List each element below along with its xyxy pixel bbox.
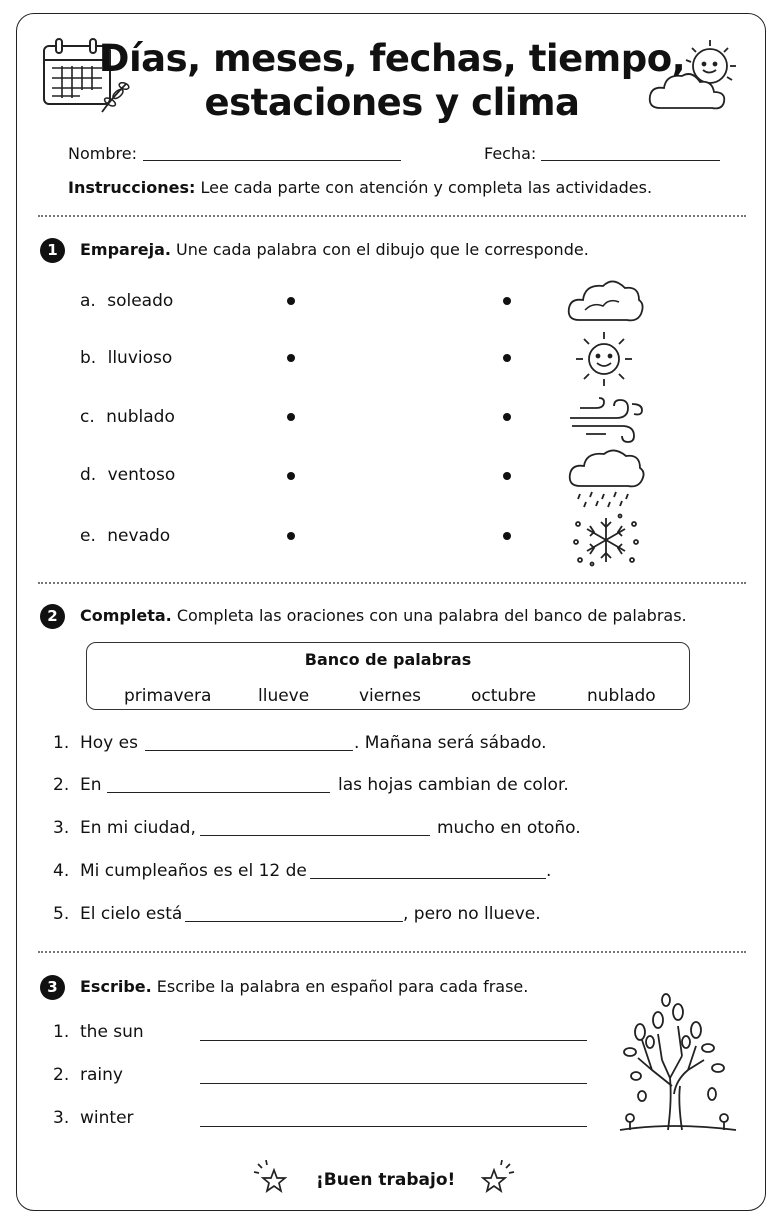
- section-1-header: [80, 240, 589, 259]
- word-bank-word: octubre: [471, 686, 537, 706]
- section-2-header: [80, 606, 687, 625]
- match-dot-right[interactable]: [503, 413, 511, 421]
- word-bank-word: primavera: [124, 686, 212, 706]
- section-3-text: Escribe la palabra en español para cada frase.: [156, 977, 529, 996]
- match-letter: c.: [80, 407, 95, 427]
- sentence-after: , pero no llueve.: [403, 904, 541, 924]
- section-3-header: [80, 977, 528, 996]
- section-3-number: 3: [40, 975, 65, 1000]
- word-bank-word: viernes: [359, 686, 422, 706]
- instructions-label: Instrucciones:: [68, 178, 196, 197]
- match-letter: d.: [80, 465, 97, 485]
- match-word: soleado: [107, 291, 174, 311]
- answer-line[interactable]: [200, 1126, 587, 1127]
- rain-cloud-icon: [566, 448, 646, 508]
- match-dot-left[interactable]: [287, 532, 295, 540]
- section-1-heading: Empareja.: [80, 240, 171, 259]
- sentence-blank[interactable]: [185, 921, 403, 922]
- match-dot-left[interactable]: [287, 297, 295, 305]
- divider: [38, 215, 746, 217]
- match-word: lluvioso: [107, 348, 173, 368]
- match-item-e: [80, 526, 170, 546]
- sentence-number: 3.: [53, 818, 70, 838]
- sentence-after: . Mañana será sábado.: [354, 733, 547, 753]
- match-letter: a.: [80, 291, 96, 311]
- word-bank-title: Banco de palabras: [304, 650, 472, 669]
- section-2-number: 2: [40, 604, 65, 629]
- footer-text: ¡Buen trabajo!: [316, 1170, 456, 1190]
- sentence-before: En mi ciudad,: [80, 818, 196, 838]
- match-word: nublado: [106, 407, 175, 427]
- sentence-blank[interactable]: [145, 750, 353, 751]
- match-item-a: [80, 291, 173, 311]
- wind-icon: [566, 396, 646, 444]
- phrase-text: the sun: [80, 1022, 144, 1042]
- tree-icon: [612, 990, 744, 1136]
- match-word: ventoso: [107, 465, 176, 485]
- phrase-text: winter: [80, 1108, 134, 1128]
- section-1-text: Une cada palabra con el dibujo que le corresponde.: [176, 240, 589, 259]
- match-item-b: [80, 348, 172, 368]
- sentence-blank[interactable]: [200, 835, 430, 836]
- date-field[interactable]: [541, 160, 720, 161]
- match-dot-left[interactable]: [287, 472, 295, 480]
- match-item-d: [80, 465, 175, 485]
- divider: [38, 582, 746, 584]
- match-item-c: [80, 407, 175, 427]
- instructions-text: Lee cada parte con atención y completa las actividades.: [200, 178, 653, 197]
- answer-line[interactable]: [200, 1083, 587, 1084]
- match-letter: e.: [80, 526, 96, 546]
- match-dot-left[interactable]: [287, 413, 295, 421]
- star-icon: [250, 1158, 292, 1198]
- match-dot-right[interactable]: [503, 532, 511, 540]
- date-label: Fecha:: [484, 144, 537, 163]
- phrase-text: rainy: [80, 1065, 123, 1085]
- sentence-number: 5.: [53, 904, 70, 924]
- snowflake-icon: [570, 512, 642, 568]
- instructions: [68, 178, 652, 197]
- divider: [38, 951, 746, 953]
- phrase-number: 3.: [53, 1108, 70, 1128]
- sentence-number: 4.: [53, 861, 70, 881]
- title-line-2: estaciones y clima: [204, 81, 580, 124]
- sentence-after: .: [546, 861, 552, 881]
- answer-line[interactable]: [200, 1040, 587, 1041]
- match-dot-right[interactable]: [503, 354, 511, 362]
- sentence-before: En: [80, 775, 102, 795]
- match-dot-right[interactable]: [503, 472, 511, 480]
- section-1-number: 1: [40, 238, 65, 263]
- match-dot-left[interactable]: [287, 354, 295, 362]
- sentence-number: 1.: [53, 733, 70, 753]
- sentence-blank[interactable]: [310, 878, 546, 879]
- sun-icon: [570, 330, 638, 388]
- sentence-after: mucho en otoño.: [437, 818, 581, 838]
- word-bank-word: nublado: [587, 686, 656, 706]
- name-field[interactable]: [143, 160, 401, 161]
- match-letter: b.: [80, 348, 97, 368]
- match-dot-right[interactable]: [503, 297, 511, 305]
- sentence-after: las hojas cambian de color.: [338, 775, 569, 795]
- word-bank-word: llueve: [258, 686, 310, 706]
- sentence-number: 2.: [53, 775, 70, 795]
- section-3-heading: Escribe.: [80, 977, 152, 996]
- sentence-before: Mi cumpleaños es el 12 de: [80, 861, 307, 881]
- section-2-text: Completa las oraciones con una palabra del banco de palabras.: [176, 606, 687, 625]
- section-2-heading: Completa.: [80, 606, 172, 625]
- sentence-before: Hoy es: [80, 733, 138, 753]
- phrase-number: 2.: [53, 1065, 70, 1085]
- star-icon: [474, 1158, 520, 1198]
- cloud-icon: [565, 270, 645, 328]
- sentence-blank[interactable]: [107, 792, 330, 793]
- title-line-1: Días, meses, fechas, tiempo,: [98, 37, 686, 80]
- phrase-number: 1.: [53, 1022, 70, 1042]
- name-label: Nombre:: [68, 144, 137, 163]
- sentence-before: El cielo está: [80, 904, 183, 924]
- match-word: nevado: [107, 526, 171, 546]
